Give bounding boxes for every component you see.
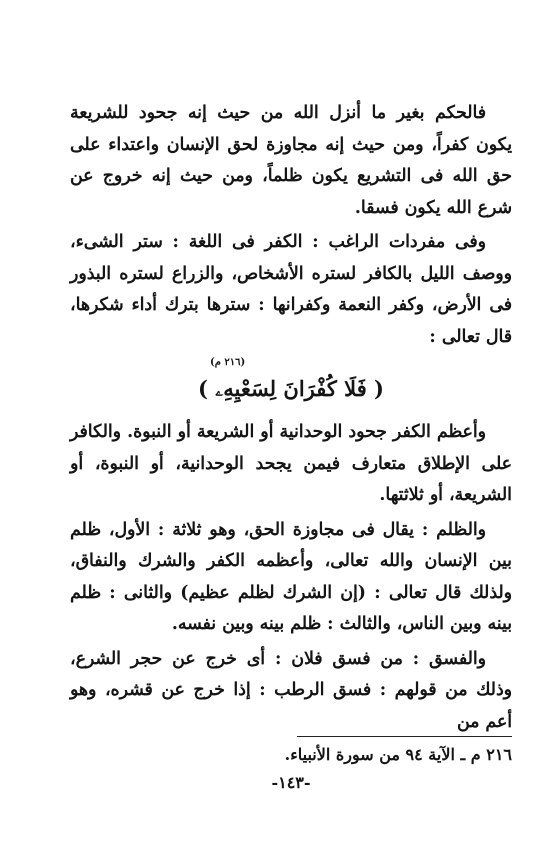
paragraph-zulm: والظلم : يقال فى مجاوزة الحق، وهو ثلاثة : الأول، ظلم بين الإنسان والله تعالى، وأعظمه الكفر والشرك والنفاق، ولذلك قال تعالى : (إن الشرك لظلم عظيم) والثانى : ظلم بينه وبين الناس، والثالث : ظلم بينه وبين نفسه. — [70, 519, 512, 634]
paragraph-kufr: وأعظم الكفر جحود الوحدانية أو الشريعة أو النبوة. والكافر على الإطلاق متعارف فيمن يجحد الوحدانية، أو النبوة، أو الشريعة، أو ثلاثتها. — [70, 422, 512, 505]
verse-block — [70, 357, 512, 409]
paragraph-mufradat-ragheb: وفى مفردات الراغب : الكفر فى اللغة : ستر الشىء، ووصف الليل بالكافر لستره الأشخاص، والزراع لستره البذور فى الأرض، وكفر النعمة وكفرانها : سترها بترك أداء شكرها، قال تعالى : — [70, 232, 512, 347]
page-number: -١٤٣- — [271, 773, 311, 792]
page-body — [70, 98, 512, 848]
paragraph-hukm: فالحكم بغير ما أنزل الله من حيث إنه جحود للشريعة يكون كفراً، ومن حيث إنه مجاوزة لحق الإنسان واعتداء على حق الله فى التشريع يكون ظلماً، ومن حيث إنه خروج عن شرع الله يكون فسقا. — [70, 103, 512, 218]
verse-reference: (٢١٦ م) — [210, 357, 246, 368]
quran-verse: ( فَلَا كُفْرَانَ لِسَعْيِهِۦ ) — [198, 376, 384, 401]
footnote-divider — [297, 736, 512, 737]
paragraph-fisq: والفسق : من فسق فلان : أى خرج عن حجر الشرع، وذلك من قولهم : فسق الرطب : إذا خرج عن قشره، وهو أعم من — [70, 648, 512, 732]
footnote: ٢١٦ م ـ الآية ٩٤ من سورة الأنبياء. — [284, 745, 512, 764]
